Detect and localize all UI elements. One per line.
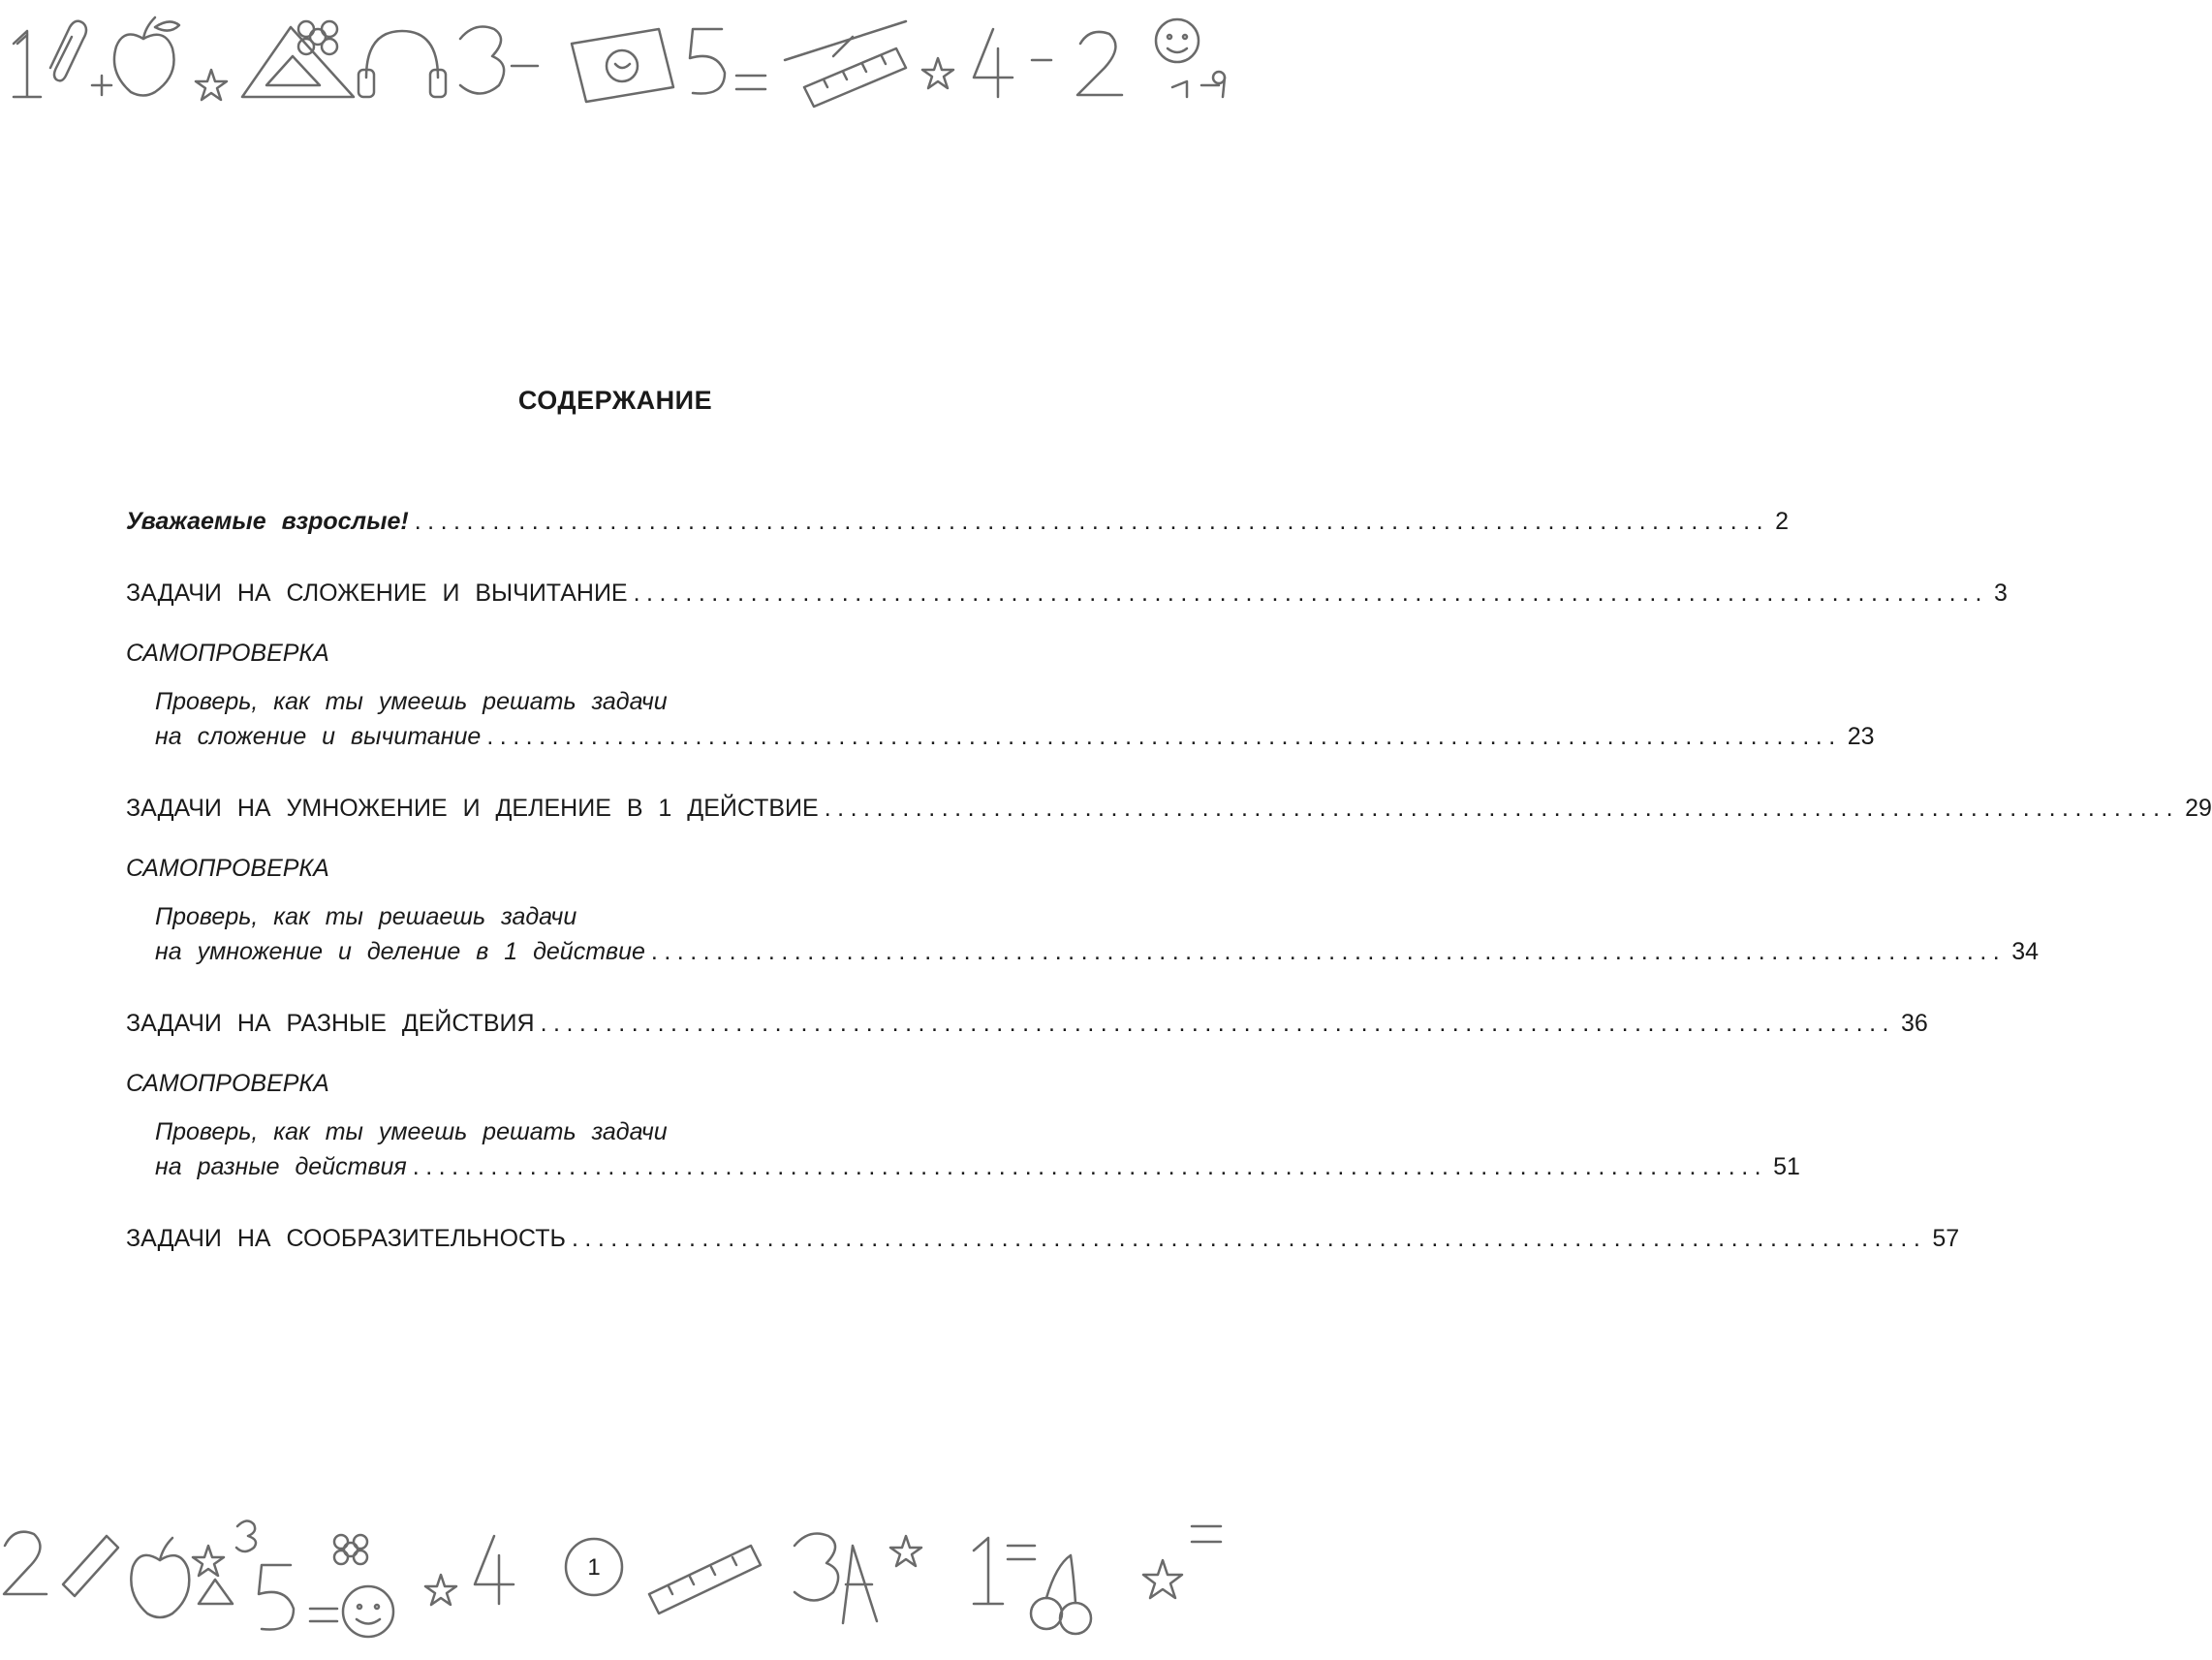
toc-entry-title: на сложение и вычитание bbox=[155, 723, 482, 750]
toc-entry-multiplication-division[interactable] bbox=[126, 793, 2212, 824]
dot-leader: ........................................................................................................ bbox=[486, 723, 1842, 750]
doodle-digits-icon bbox=[1172, 72, 1225, 97]
doodle-number-1-icon bbox=[14, 31, 41, 97]
page-number: 1 bbox=[587, 1554, 601, 1581]
doodle-number-2-icon bbox=[4, 1532, 47, 1594]
smiley-icon bbox=[343, 1586, 393, 1637]
toc-entry-line: Проверь, как ты умеешь решать задачи bbox=[155, 688, 668, 715]
toc-entry-title: Уважаемые взрослые! bbox=[126, 508, 409, 535]
headphones-icon bbox=[358, 31, 446, 97]
toc-section-heading: САМОПРОВЕРКА bbox=[126, 1070, 329, 1097]
dot-leader: ........................................................................................................ bbox=[824, 795, 2180, 822]
equals-icon bbox=[1192, 1526, 1221, 1542]
toc-section-heading: САМОПРОВЕРКА bbox=[126, 640, 329, 667]
doodle-number-4-icon bbox=[475, 1536, 514, 1604]
star-icon bbox=[196, 70, 227, 100]
toc-page-number: 2 bbox=[1775, 508, 1789, 535]
dot-leader: ........................................................................................................ bbox=[571, 1225, 1927, 1252]
toc-entry-title: ЗАДАЧИ НА СООБРАЗИТЕЛЬНОСТЬ bbox=[126, 1225, 566, 1252]
decorative-border-top bbox=[0, 0, 1231, 116]
apple-icon bbox=[114, 17, 179, 96]
toc-page-number: 51 bbox=[1773, 1153, 1800, 1180]
toc-section-heading: САМОПРОВЕРКА bbox=[126, 855, 329, 882]
toc-page-number: 34 bbox=[2011, 938, 2040, 965]
doodle-number-3-icon bbox=[794, 1534, 838, 1601]
toc-entry-various-operations[interactable] bbox=[126, 1008, 1928, 1039]
paperclip-icon bbox=[50, 21, 86, 81]
equals-icon bbox=[736, 76, 765, 89]
ruler-icon bbox=[649, 1546, 761, 1613]
doodle-number-2-icon bbox=[1077, 32, 1122, 95]
toc-entry-addition-subtraction[interactable] bbox=[126, 578, 2008, 609]
toc-entry-ingenuity[interactable] bbox=[126, 1223, 1960, 1254]
doodle-number-5-icon bbox=[690, 29, 725, 94]
toc-entry-title: ЗАДАЧИ НА СЛОЖЕНИЕ И ВЫЧИТАНИЕ bbox=[126, 579, 628, 607]
dot-leader: ........................................................................................................ bbox=[412, 1153, 1768, 1180]
doodle-number-1-icon bbox=[974, 1538, 1003, 1604]
doodle-number-4-icon bbox=[974, 29, 1013, 97]
doodle-number-3-icon bbox=[460, 27, 504, 94]
banknote-icon bbox=[572, 29, 673, 102]
triangle-ruler-icon bbox=[242, 27, 354, 97]
doodle-number-3-icon bbox=[236, 1520, 256, 1551]
star-icon bbox=[890, 1536, 921, 1566]
toc-entry-line: Проверь, как ты умеешь решать задачи bbox=[155, 1118, 668, 1145]
star-icon bbox=[193, 1546, 224, 1576]
pencil-eraser-icon bbox=[63, 1536, 118, 1596]
page-title: СОДЕРЖАНИЕ bbox=[517, 386, 713, 415]
cherry-icon bbox=[1031, 1555, 1091, 1634]
smiley-icon bbox=[1156, 19, 1199, 62]
toc-page-number: 29 bbox=[2185, 795, 2212, 822]
flower-icon bbox=[334, 1535, 367, 1564]
toc-page-number: 23 bbox=[1847, 723, 1875, 750]
toc-page-number: 3 bbox=[1993, 579, 2008, 607]
dot-leader: ........................................................................................................ bbox=[414, 508, 1770, 535]
toc-entry-title: на разные действия bbox=[155, 1153, 407, 1180]
compass-icon bbox=[785, 21, 906, 60]
doodle-number-5-icon bbox=[259, 1565, 294, 1630]
star-icon bbox=[922, 58, 953, 88]
toc-entry-title: ЗАДАЧИ НА РАЗНЫЕ ДЕЙСТВИЯ bbox=[126, 1010, 535, 1037]
triangle-icon bbox=[199, 1580, 233, 1604]
toc-page-number: 57 bbox=[1932, 1225, 1960, 1252]
toc-entry-line: Проверь, как ты решаешь задачи bbox=[155, 903, 577, 930]
star-icon bbox=[425, 1575, 456, 1605]
dot-leader: ........................................................................................................ bbox=[650, 938, 2007, 965]
ruler-icon bbox=[804, 48, 906, 107]
toc-page-number: 36 bbox=[1900, 1010, 1928, 1037]
equals-icon bbox=[310, 1609, 337, 1621]
apple-icon bbox=[131, 1538, 189, 1617]
star-icon bbox=[1143, 1560, 1182, 1598]
toc-entry-selfcheck-multiplication[interactable] bbox=[155, 936, 2040, 967]
toc-entry-selfcheck-various[interactable] bbox=[155, 1151, 1800, 1182]
toc-entry-dear-adults[interactable] bbox=[126, 506, 1789, 537]
dot-leader: ........................................................................................................ bbox=[633, 579, 1988, 607]
equals-icon bbox=[1008, 1546, 1035, 1559]
plus-icon bbox=[92, 76, 111, 95]
flower-icon bbox=[298, 21, 337, 54]
compass-icon bbox=[843, 1546, 877, 1623]
toc-entry-title: на умножение и деление в 1 действие bbox=[155, 938, 645, 965]
toc-entry-selfcheck-addition[interactable] bbox=[155, 721, 1875, 752]
toc-entry-title: ЗАДАЧИ НА УМНОЖЕНИЕ И ДЕЛЕНИЕ В 1 ДЕЙСТВИЕ bbox=[126, 795, 819, 822]
dot-leader: ........................................................................................................ bbox=[540, 1010, 1895, 1037]
